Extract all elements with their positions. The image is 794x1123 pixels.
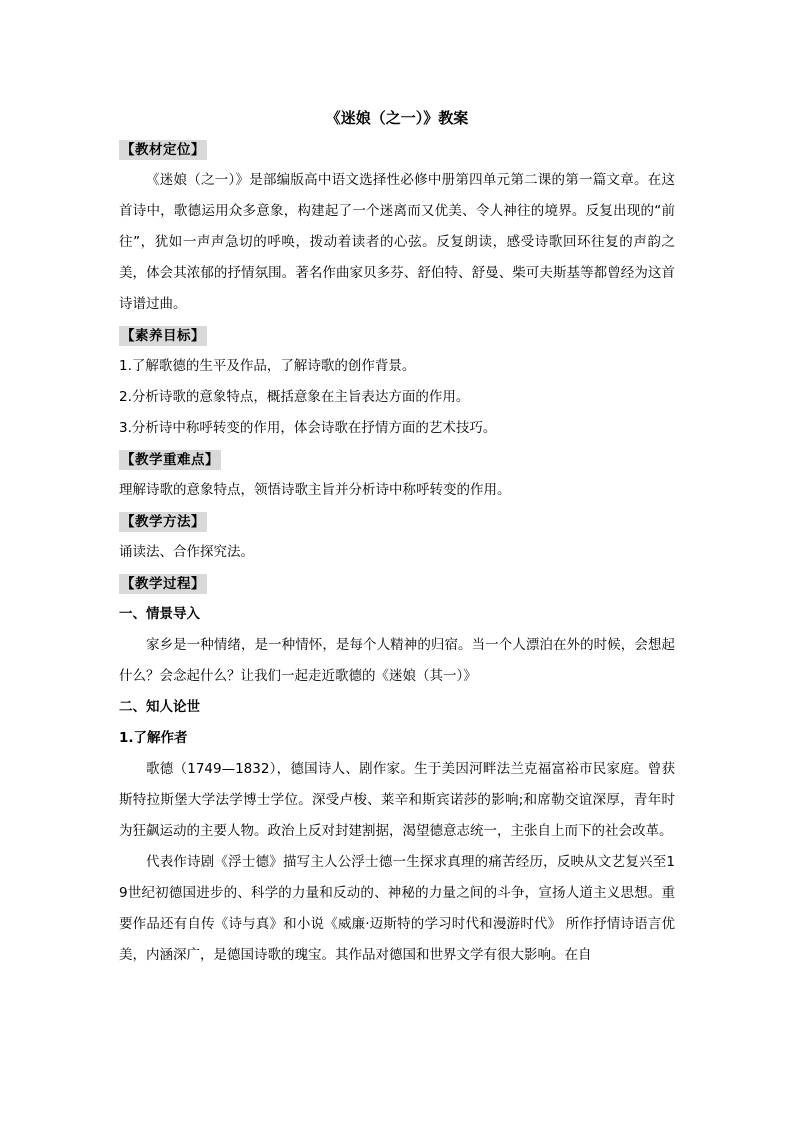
section-heading-positioning [119,134,675,165]
section-heading-goals [119,320,675,351]
part1-paragraph: 家乡是一种情绪，是一种情怀，是每个人精神的归宿。当一个人漂泊在外的时候，会想起什么？会念起什么？让我们一起走近歌德的《迷娘（其一）》 [119,637,675,684]
heading-label: 【素养目标】 [121,327,205,344]
methods-text: 诵读法、合作探究法。 [119,544,254,560]
document-title: 《迷娘（之一）》教案 [325,109,469,127]
part2-title: 二、知人论世 [119,699,200,715]
section-heading-process [119,568,675,599]
heading-label: 【教学方法】 [121,513,205,530]
key-points-text: 理解诗歌的意象特点，领悟诗歌主旨并分析诗中称呼转变的作用。 [119,482,511,498]
section-heading-methods [119,506,675,537]
goal-item-1: 1.了解歌德的生平及作品，了解诗歌的创作背景。 [119,358,416,374]
section-heading-key-points [119,444,675,475]
heading-label: 【教材定位】 [121,141,205,158]
heading-label: 【教学重难点】 [121,451,219,468]
heading-label: 【教学过程】 [121,575,205,592]
part2-subtitle: 1.了解作者 [119,730,188,746]
goal-item-2: 2.分析诗歌的意象特点，概括意象在主旨表达方面的作用。 [119,389,470,405]
part1-title: 一、情景导入 [119,606,200,622]
author-paragraph-1: 歌德（1749—1832），德国诗人、剧作家。生于美因河畔法兰克福富裕市民家庭。曾获斯特拉斯堡大学法学博士学位。深受卢梭、莱辛和斯宾诺莎的影响;和席勒交谊深厚，青年时为狂飙运动的主要人物。政治上反对封建割据，渴望德意志统一，主张自上而下的社会改革。 [119,761,675,839]
goal-item-3: 3.分析诗中称呼转变的作用，体会诗歌在抒情方面的艺术技巧。 [119,420,497,436]
author-paragraph-2: 代表作诗剧《浮士德》描写主人公浮士德一生探求真理的痛苦经历，反映从文艺复兴至19世纪初德国进步的、科学的力量和反动的、神秘的力量之间的斗争，宣扬人道主义思想。重要作品还有自传《诗与真》和小说《威廉·迈斯特的学习时代和漫游时代》 所作抒情诗语言优美，内涵深广，是德国诗歌的瑰宝。其作品对德国和世界文学有很大影响。在自 [119,854,675,963]
document-body [119,103,675,971]
positioning-paragraph: 《迷娘（之一）》是部编版高中语文选择性必修中册第四单元第二课的第一篇文章。在这首诗中，歌德运用众多意象，构建起了一个迷离而又优美、令人神往的境界。反复出现的“前往”，犹如一声声急切的呼唤，拨动着读者的心弦。反复朗读，感受诗歌回环往复的声韵之美，体会其浓郁的抒情氛围。著名作曲家贝多芬、舒伯特、舒曼、柴可夫斯基等都曾经为这首诗谱过曲。 [119,172,675,312]
